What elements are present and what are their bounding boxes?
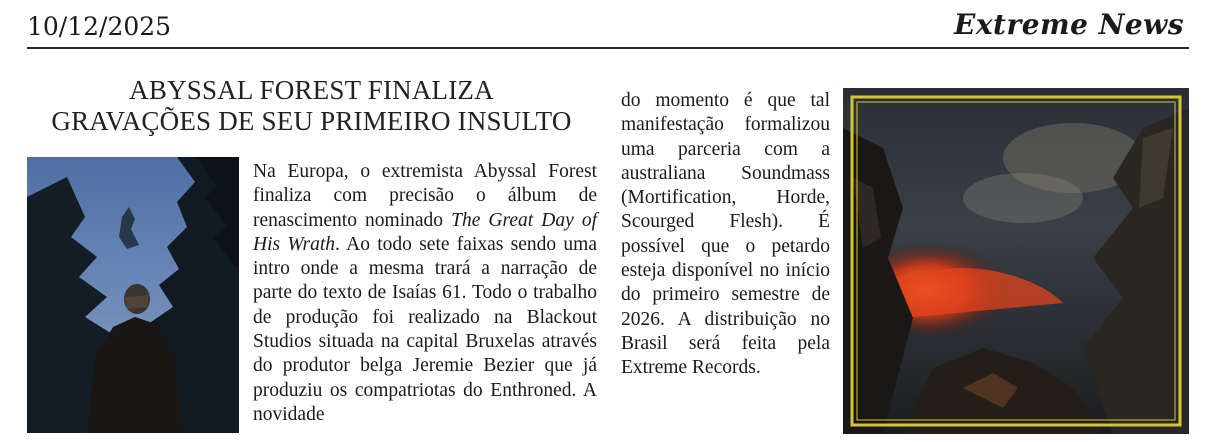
column-1-lead: Na Europa, o extremista Abyssal Forest finaliza com precisão o álbum de renascimento nominado: [253, 161, 597, 231]
headline-line-1: ABYSSAL FOREST FINALIZA: [129, 75, 494, 105]
album-cover: [843, 88, 1189, 434]
band-photo: [27, 157, 239, 433]
issue-date: 10/12/2025: [27, 12, 172, 41]
article-headline: [24, 75, 599, 137]
article-column-2: [621, 89, 830, 381]
column-2-text: do momento é que tal manifestação formalizou uma parceria com a australiana Soundmass (Mortification, Horde, Scourged Flesh). É possível que o petardo esteja disponível no início do primeiro semestre de 2026. A distribuição no Brasil será feita pela Extreme Records.: [621, 90, 830, 379]
header-rule: [27, 47, 1189, 49]
column-1-text: [253, 160, 597, 427]
article-column-1: [253, 160, 597, 427]
album-name: The Great Day of His Wrath: [253, 209, 597, 255]
headline-line-2: GRAVAÇÕES DE SEU PRIMEIRO INSULTO: [51, 106, 572, 136]
column-1-rest: . Ao todo sete faixas sendo uma intro onde a mesma trará a narração de parte do texto de Isaías 61. Todo o trabalho de produção foi realizado na Blackout Studios situada na capital Bruxelas através do produtor belga Jeremie Bezier que já produziu os compatriotas do Enthroned. A novidade: [253, 233, 597, 425]
masthead-title: Extreme News: [954, 8, 1184, 41]
